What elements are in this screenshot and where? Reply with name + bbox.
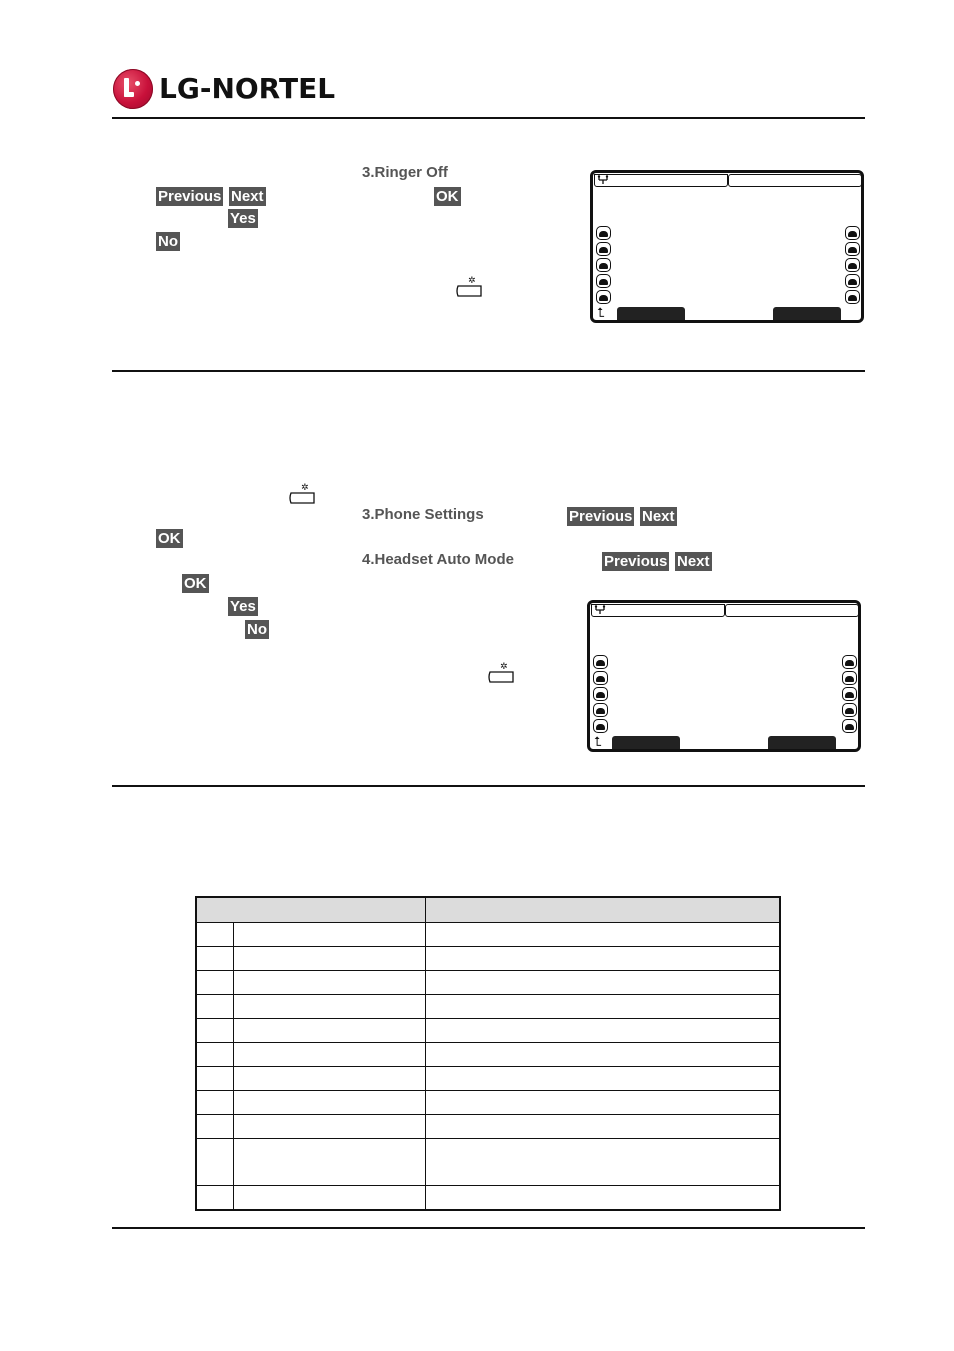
- previous-key[interactable]: Previous: [569, 508, 633, 525]
- svg-text:✲: ✲: [301, 483, 309, 493]
- line-lamp-icon: [845, 274, 860, 288]
- feature-key-icon: [487, 660, 517, 684]
- table-header-cell: [196, 897, 426, 923]
- line-lamp-icon: [842, 671, 857, 685]
- line-lamp-icon: [845, 290, 860, 304]
- lcd-display-headset: [587, 600, 861, 752]
- table-row: [196, 971, 780, 995]
- menu-item-phone-settings: 3.Phone Settings: [362, 506, 484, 523]
- menu-item-ringer-off: 3.Ringer Off: [362, 164, 448, 181]
- line-lamp-icon: [593, 687, 608, 701]
- line-lamp-icon: [596, 226, 611, 240]
- table-row: [196, 1019, 780, 1043]
- menu-item-headset-auto-mode: 4.Headset Auto Mode: [362, 551, 514, 568]
- next-key[interactable]: Next: [677, 553, 710, 570]
- line-lamp-icon: [845, 258, 860, 272]
- line-lamp-icon: [593, 719, 608, 733]
- brand-logo: [113, 69, 335, 109]
- lcd-tab-left: [591, 604, 725, 617]
- up-arrow-icon: ⮤: [597, 305, 605, 320]
- feature-key-icon: [455, 274, 485, 298]
- svg-text:✲: ✲: [500, 662, 508, 672]
- previous-key[interactable]: Previous: [604, 553, 668, 570]
- no-key[interactable]: No: [158, 233, 178, 250]
- feature-key-icon: [288, 481, 318, 505]
- previous-key[interactable]: Previous: [158, 188, 222, 205]
- section-rule-1: [112, 370, 865, 372]
- lcd-display-ringer: [590, 170, 864, 323]
- feature-code-table: [195, 896, 781, 1211]
- line-lamp-icon: [593, 655, 608, 669]
- line-lamp-icon: [593, 703, 608, 717]
- table-header-row: [196, 897, 780, 923]
- logo-wordmark: LG-NORTEL: [159, 72, 336, 105]
- table-row: [196, 1043, 780, 1067]
- line-lamp-icon: [596, 242, 611, 256]
- lcd-tab-left: [594, 174, 728, 187]
- ok-key[interactable]: OK: [184, 575, 207, 592]
- soft-key-right[interactable]: [768, 736, 836, 749]
- yes-key[interactable]: Yes: [230, 598, 256, 615]
- lcd-tab-right: [728, 174, 862, 187]
- table-row: [196, 1115, 780, 1139]
- table-row: [196, 1067, 780, 1091]
- line-lamp-icon: [845, 242, 860, 256]
- yes-key[interactable]: Yes: [230, 210, 256, 227]
- svg-text:✲: ✲: [468, 276, 476, 286]
- lg-face-icon: [113, 69, 153, 109]
- line-lamp-icon: [593, 671, 608, 685]
- no-key[interactable]: No: [247, 621, 267, 638]
- line-lamp-icon: [842, 687, 857, 701]
- up-arrow-icon: ⮤: [594, 734, 602, 749]
- line-lamp-icon: [596, 274, 611, 288]
- next-key[interactable]: Next: [642, 508, 675, 525]
- line-lamp-icon: [596, 290, 611, 304]
- table-row: [196, 1091, 780, 1115]
- ok-key[interactable]: OK: [436, 188, 459, 205]
- section-rule-2: [112, 785, 865, 787]
- table-row: [196, 1139, 780, 1186]
- line-lamp-icon: [842, 703, 857, 717]
- soft-key-left[interactable]: [617, 307, 685, 320]
- table-row: [196, 1186, 780, 1211]
- table-row: [196, 947, 780, 971]
- line-lamp-icon: [842, 655, 857, 669]
- soft-key-right[interactable]: [773, 307, 841, 320]
- soft-key-left[interactable]: [612, 736, 680, 749]
- header-rule: [112, 117, 865, 119]
- line-lamp-icon: [596, 258, 611, 272]
- next-key[interactable]: Next: [231, 188, 264, 205]
- line-lamp-icon: [842, 719, 857, 733]
- lcd-tab-right: [725, 604, 859, 617]
- ok-key[interactable]: OK: [158, 530, 181, 547]
- table-row: [196, 995, 780, 1019]
- footer-rule: [112, 1227, 865, 1229]
- table-header-cell: [426, 897, 781, 923]
- line-lamp-icon: [845, 226, 860, 240]
- table-row: [196, 923, 780, 947]
